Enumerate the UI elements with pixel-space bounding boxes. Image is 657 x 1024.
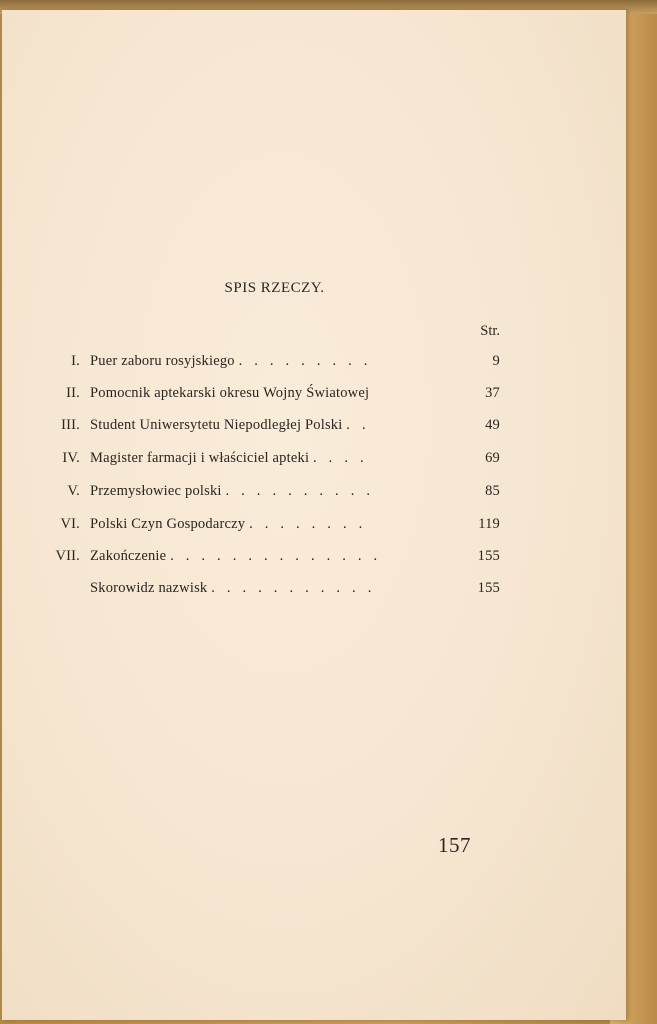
toc-entry [32, 548, 500, 570]
toc-entry-page: 49 [485, 417, 500, 433]
toc-entry-numeral: I. [71, 353, 80, 369]
toc-entry-numeral: III. [61, 417, 80, 433]
page-column-label: Str. [480, 323, 500, 339]
toc-entry-page: 9 [492, 353, 500, 369]
toc-entry-title-line [90, 548, 381, 565]
toc-entry [32, 516, 500, 538]
toc-entry-title: Polski Czyn Gospodarczy [90, 516, 246, 532]
page-title: SPIS RZECZY. [224, 280, 325, 296]
toc-entry-title: Puer zaboru rosyjskiego [90, 353, 235, 369]
toc-entry [32, 450, 500, 472]
toc-entry-leader: . . . . . . . . . . [225, 483, 375, 499]
toc-entry-title-line [90, 580, 376, 597]
toc-entry [32, 580, 500, 602]
toc-entry-title: Przemysłowiec polski [90, 483, 222, 499]
toc-entry-page: 85 [485, 483, 500, 499]
toc-entry-title-line [90, 450, 368, 467]
toc-entry-page: 119 [478, 516, 500, 532]
toc-entry [32, 353, 500, 375]
toc-entry-title-line [90, 483, 374, 500]
toc-entry [32, 483, 500, 505]
toc-entry-title: Skorowidz nazwisk [90, 580, 208, 596]
toc-entry-title-line [90, 516, 366, 533]
toc-entry-leader: . . . . . . . . . . . [211, 580, 376, 596]
toc-entry-leader: . . . . . . . . . . . . . . [170, 548, 382, 564]
toc-entry-title: Student Uniwersytetu Niepodległej Polski [90, 417, 343, 433]
page [2, 10, 626, 1020]
toc-entry-numeral: VI. [60, 516, 80, 532]
toc-entry-page: 155 [477, 548, 500, 564]
toc-entry-numeral: VII. [55, 548, 80, 564]
toc-entry-numeral: II. [66, 385, 80, 401]
toc-entry-title-line [90, 353, 372, 370]
toc-entry-title-line [90, 417, 370, 434]
toc-entry-page: 37 [485, 385, 500, 401]
toc-entry-title: Magister farmacji i właściciel apteki [90, 450, 310, 466]
toc-entry-title: Zakończenie [90, 548, 167, 564]
toc-entry-leader: . . . . . . . . [249, 516, 367, 532]
toc-entry-title-line [90, 385, 369, 402]
toc-entry-page: 155 [477, 580, 500, 596]
toc-entry-leader: . . . . . . . . . [238, 353, 372, 369]
toc-entry-leader: . . [346, 417, 370, 433]
toc-entry-numeral: V. [67, 483, 80, 499]
toc-entry-numeral: IV. [62, 450, 80, 466]
toc-entry-page: 69 [485, 450, 500, 466]
toc-entry [32, 385, 500, 407]
toc-entry-leader: . . . . [313, 450, 368, 466]
toc-entry-title: Pomocnik aptekarski okresu Wojny Światowej [90, 385, 370, 401]
page-number: 157 [438, 833, 471, 857]
toc-entry [32, 417, 500, 439]
